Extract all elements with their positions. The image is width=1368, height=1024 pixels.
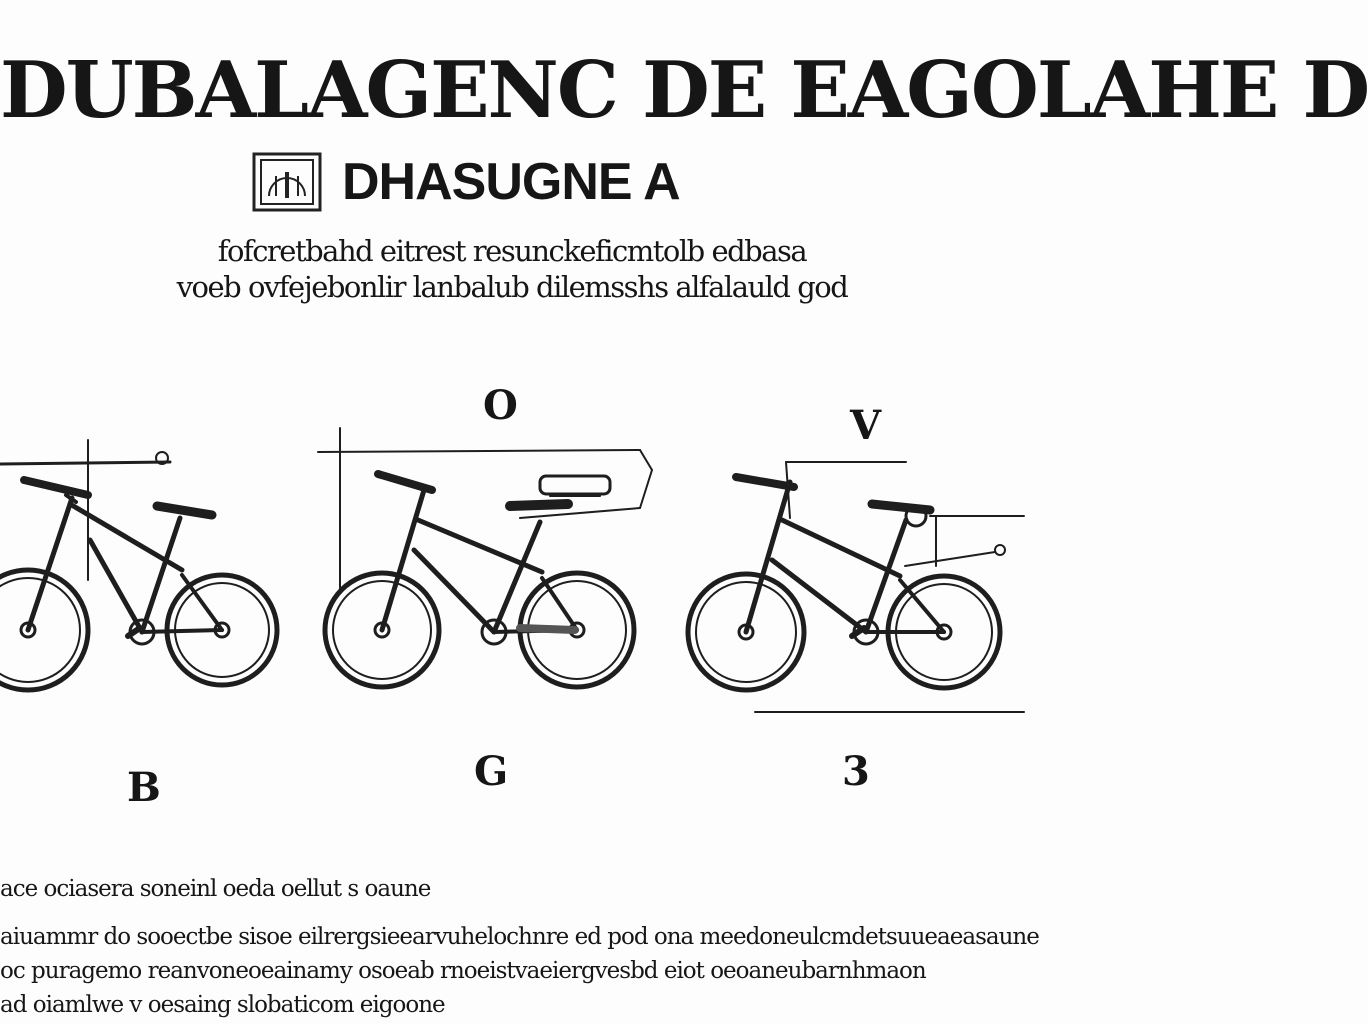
description-line-1: fofcretbahd eitrest resunckeficmtolb edbasa	[217, 234, 807, 268]
page-title: DUBALAGENC DE EAGOLAHE D	[0, 45, 1368, 136]
bicycle-1	[0, 440, 277, 690]
panel-2-top-mark: O	[483, 382, 518, 429]
subtitle-row	[252, 148, 680, 216]
gauge-icon	[252, 152, 322, 212]
footer-line-1: ace ociasera soneinl oeda oellut s oaune	[0, 876, 431, 902]
panel-1-label: B	[127, 764, 161, 811]
footer-line-3: oc puragemo reanvoneoeainamy osoeab rnoeistvaeiergvesbd eiot oeoaneubarnhmaon	[0, 958, 926, 984]
description-line-2: voeb ovfejebonlir lanbalub dilemsshs alfalauld god	[176, 270, 848, 304]
panel-2-label: G	[474, 748, 509, 795]
bicycle-2	[318, 428, 652, 687]
footer-line-4: ad oiamlwe v oesaing slobaticom eigoone	[0, 992, 445, 1018]
subtitle: DHASUGNE A	[342, 153, 680, 211]
panel-3-label: 3	[842, 748, 870, 795]
panel-3-top-mark: V	[850, 402, 882, 449]
bicycle-3	[688, 462, 1024, 712]
footer-line-2: aiuammr do sooectbe sisoe eilrergsieearvuhelochnre ed pod ona meedoneulcmdetsuueaeasaune	[0, 924, 1039, 950]
